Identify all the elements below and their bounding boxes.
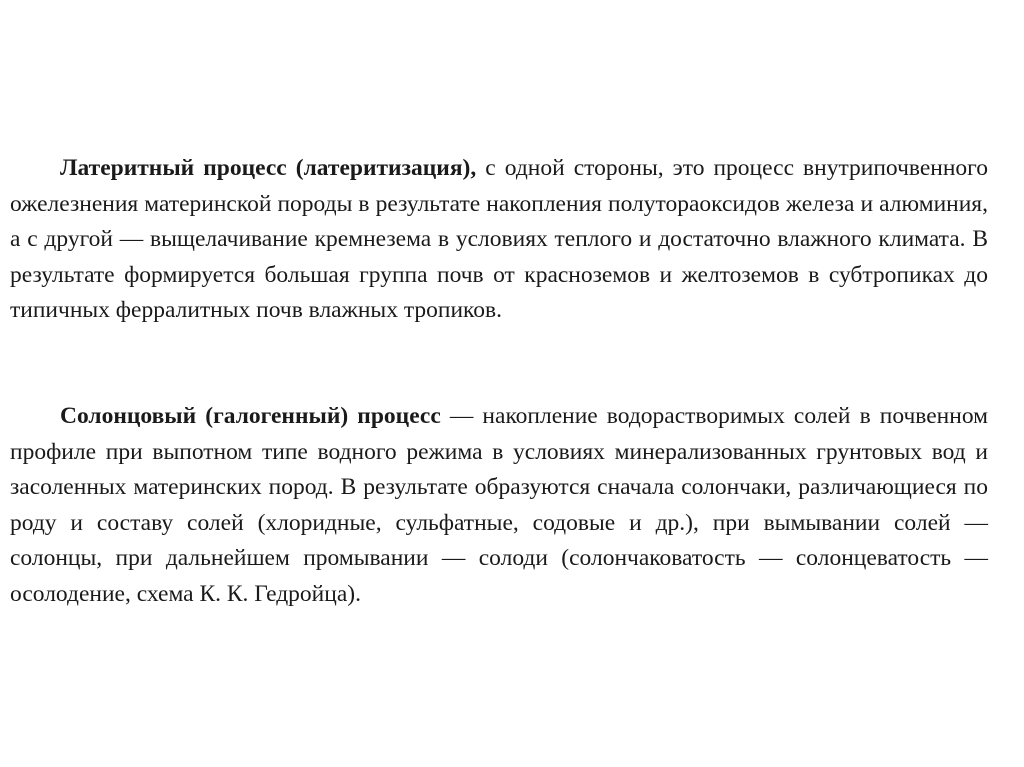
paragraph-text: — накопление водорастворимых солей в почвенном профиле при выпотном типе водного режима в условиях минерализованных грунтовых вод и засоленных материнских пород. В результате образуются сначала солончаки, различающиеся по роду и составу солей (хлоридные, сульфатные, содовые и др.), при вымывании солей — солонцы, при дальнейшем промывании — солоди (солончаковатость — солонцеватость — осолодение, схема К. К. Гедройца). <box>10 403 989 607</box>
paragraph-body <box>10 151 988 329</box>
term-solonetz-process: Солонцовый (галогенный) процесс <box>60 403 441 429</box>
paragraph-lateritic-process <box>10 151 988 329</box>
term-lateritic-process: Латеритный процесс (латеритизация), <box>60 155 477 181</box>
paragraph-solonetz-process <box>10 399 988 613</box>
paragraph-text: с одной стороны, это процесс внутрипочвенного ожелезнения материнской породы в результате накопления полутораоксидов железа и алюминия, а с другой — выщелачивание кремнезема в условиях теплого и достаточно влажного климата. В результате формируется большая группа почв от красноземов и желтоземов в субтропиках до типичных ферралитных почв влажных тропиков. <box>10 155 988 324</box>
paragraph-body <box>10 399 988 613</box>
